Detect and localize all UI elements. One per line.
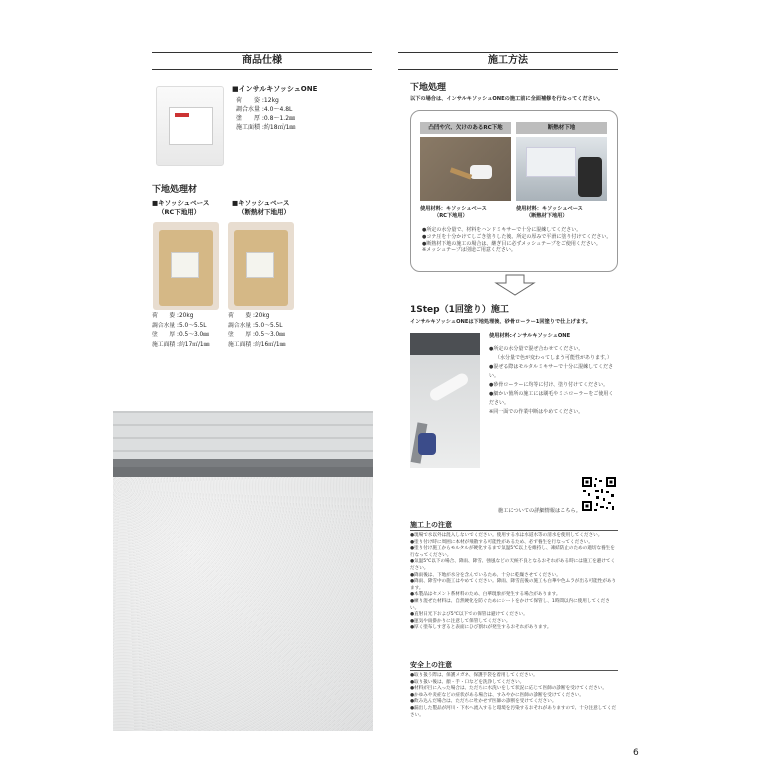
qr-caption: 施工についての詳細情報はこちら。: [498, 508, 581, 514]
section-title-method: 施工方法: [398, 52, 618, 70]
step-intro: インサルキソッシュONEは下地処理後、砂骨ローラー1回塗りで仕上げます。: [410, 319, 591, 325]
caution-title: 施工上の注意: [410, 521, 452, 529]
step-title: 1Step（1回塗り）施工: [410, 305, 509, 315]
base-product-2-specs: 荷 姿 :20kg 調合水量 :5.0〜5.5L 塗 厚 :0.5〜3.0㎜ 施工面積 :約16㎡/1㎜: [228, 313, 286, 348]
section-title-product-spec: 商品仕様: [152, 52, 372, 70]
product-spec-list: 荷 姿 :12kg 調合水量 :4.0〜4.8L 塗 厚 :0.8〜1.2㎜ 施工面積 :約18㎡/1㎜: [236, 97, 296, 131]
step-notes: ●所定の水分量で混ぜ合わせてください。 （水分量で色が変わってしまう可能性があります。） ●混ぜる際はモルタルミキサーで十分に混練してください。 ●砂骨ローラーに均等に付け、塗り付けてください。 ●細かい箇所の施工には刷毛やミニローラーをご使用ください。 ※同一面での作業中断はやめてください。: [489, 346, 614, 415]
base-product-1-name: ■キソッシュベース （RC下地用）: [152, 199, 210, 216]
tab-insulation: 断熱材下地: [516, 122, 607, 134]
product-name: ■インサルキソッシュONE: [232, 85, 318, 93]
base-product-2-name: ■キソッシュベース （断熱材下地用）: [232, 199, 290, 216]
prep-material-2: 使用材料：キソッシュベース （断熱材下地用）: [516, 206, 583, 219]
base-bag-insulation-image: [228, 222, 294, 310]
caution-list: ●現場で水以外は混入しないでください。使用する水は水道水等の清水を使用してください。 ●塗り付け時に周囲に本材が飛散する可能性があるため、必ず養生を行なってください。 ●塗り付け施工からモルタルが硬化するまで気温5℃以上を維持し、凍結防止のための適切な養生を行なってください。 ●気温5℃以下の場合、降雨、降雪、強風などの天候不良となるおそれがある時には施工を避けてください。 ●降雨後は、下地が水分を含んでいるため、十分に乾燥させてください。 ●降雨、降雪中の施工はやめてください。降雨、降雪直後の施工も白華や色ムラが出る可能性があります。 ●本製品はセメント系材料のため、白華現象が発生する場合があります。 ●練り混ぜた材料は、自然硬化を防ぐためにシートをかけて保管し、1時間以内に使用してください。 ●直射日光下および5℃以下での保管は避けてください。 ●運気や雨掛かりに注意して保管してください。 ●厚く塗布しすぎると表面にひび割れが発生するおそれがあります。: [410, 533, 617, 631]
step-material: 使用材料:インサルキソッシュONE: [489, 333, 571, 339]
page-number: 6: [633, 748, 639, 758]
wall-finish-photo: [113, 411, 373, 731]
rc-prep-photo: [420, 137, 511, 201]
prep-intro: 以下の場合は、インサルキソッシュONEの施工前に全面補修を行なってください。: [410, 96, 604, 102]
base-bag-rc-image: [153, 222, 219, 310]
prep-material-1: 使用材料：キソッシュベース （RC下地用）: [420, 206, 487, 219]
down-arrow-icon: [494, 274, 536, 296]
prep-title: 下地処理: [410, 83, 447, 93]
safety-list: ●取り扱う際は、保護メガネ、保護手袋を着用してください。 ●取り扱い後は、顔・手・口などを洗浄してください。 ●材料が目に入った場合は、ただちに水洗いをして状況に応じて医師の診断を受けてください。 ●かゆみや炎症などの症状がある場合は、すみやかに医師の診断を受けてください。 ●飲み込んだ場合は、ただちに吐かせず医師の診断を受けてください。 ●漏出した製品が河川・下水へ流入すると環境を汚染するおそれがありますので、十分注意してください。: [410, 673, 617, 718]
qr-code-icon[interactable]: [581, 476, 617, 512]
roller-photo: [410, 333, 480, 468]
tab-rc: 凸凹や穴、欠けのあるRC下地: [420, 122, 511, 134]
safety-title: 安全上の注意: [410, 661, 452, 669]
base-product-1-specs: 荷 姿 :20kg 調合水量 :5.0〜5.5L 塗 厚 :0.5〜3.0㎜ 施工面積 :約17㎡/1㎜: [152, 313, 210, 348]
product-bag-image: [156, 86, 224, 166]
insulation-prep-photo: [516, 137, 607, 201]
base-title: 下地処理材: [152, 185, 198, 195]
prep-notes: ●所定の水分量で、材料をハンドミキサーで十分に混練してください。 ●コテ圧を十分かけてしごき塗りした後、所定の厚みで平滑に塗り付けてください。 ●断熱材下地の施工の場合は、継ぎ目に必ずメッシュテープをご使用ください。 ※メッシュテープは別途ご用意ください。: [422, 227, 612, 254]
